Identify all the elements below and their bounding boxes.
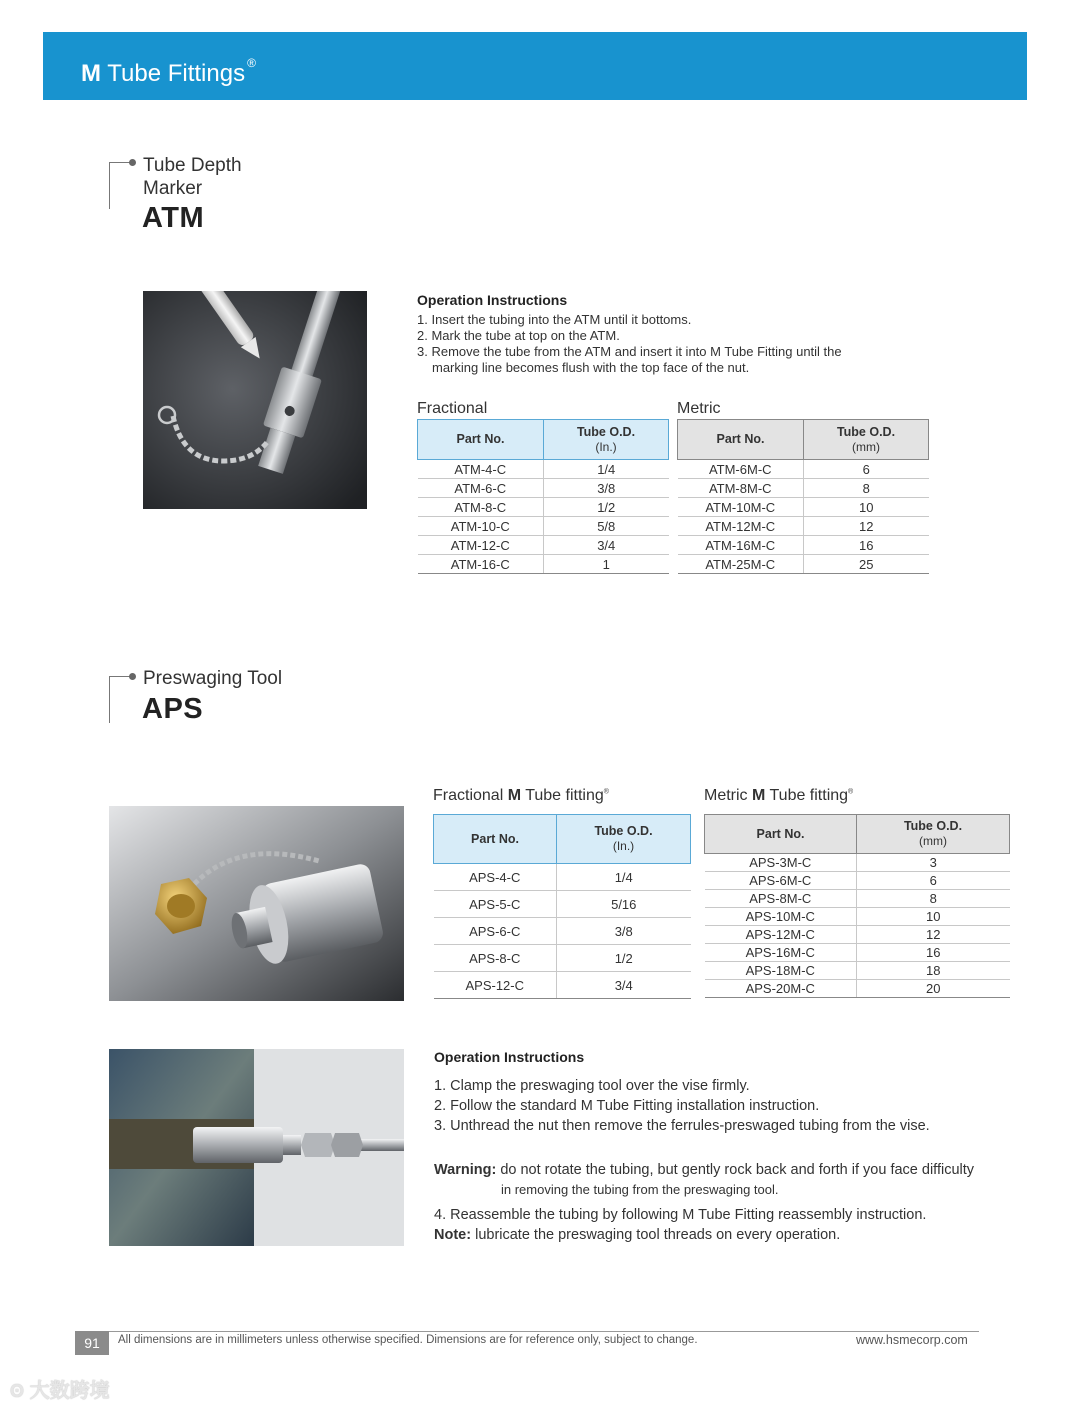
part-number-cell: APS-3M-C: [705, 854, 857, 872]
page-title: M Tube Fittings ®: [81, 56, 256, 87]
tube-od-cell: 3/4: [557, 972, 691, 999]
section-code-aps: APS: [142, 693, 204, 725]
aps-instructions-title: Operation Instructions: [434, 1049, 585, 1065]
warning-label: Warning:: [434, 1162, 497, 1178]
tube-od-cell: 8: [804, 479, 929, 498]
part-number-cell: ATM-8-C: [418, 498, 544, 517]
part-number-cell: ATM-12M-C: [678, 517, 804, 536]
page-number: 91: [75, 1331, 109, 1355]
column-header-tube-od: Tube O.D. (In.): [557, 815, 691, 864]
table-row: [418, 555, 669, 574]
part-number-cell: ATM-4-C: [418, 460, 544, 479]
footer-disclaimer: All dimensions are in millimeters unless otherwise specified. Dimensions are for reference only, subject to change.: [118, 1334, 698, 1346]
aps-fractional-table: [433, 814, 691, 999]
part-number-cell: APS-4-C: [434, 864, 557, 891]
column-header-part-no: Part No.: [418, 420, 544, 460]
part-number-cell: APS-10M-C: [705, 908, 857, 926]
tube-od-cell: 12: [857, 926, 1010, 944]
note-text: lubricate the preswaging tool threads on every operation.: [471, 1227, 841, 1243]
part-number-cell: ATM-10M-C: [678, 498, 804, 517]
tube-od-cell: 1/2: [557, 945, 691, 972]
table-row: [434, 864, 691, 891]
part-number-cell: APS-12-C: [434, 972, 557, 999]
tube-od-cell: 5/8: [544, 517, 669, 536]
tube-od-cell: 10: [804, 498, 929, 517]
tube-od-cell: 3/8: [557, 918, 691, 945]
aps-warning: [434, 1160, 1014, 1200]
aps-vise-photo: [109, 1049, 404, 1246]
section-code-atm: ATM: [142, 202, 205, 234]
tube-od-cell: 12: [804, 517, 929, 536]
table-row: [678, 517, 929, 536]
table-row: [705, 944, 1010, 962]
table-row: [418, 517, 669, 536]
table-row: [434, 972, 691, 999]
tube-od-cell: 16: [857, 944, 1010, 962]
part-number-cell: APS-5-C: [434, 891, 557, 918]
tube-od-cell: 1/4: [544, 460, 669, 479]
tube-od-cell: 3/8: [544, 479, 669, 498]
instruction-step: 1. Clamp the preswaging tool over the vise firmly.: [434, 1078, 750, 1094]
aps-fractional-caption: Fractional M Tube fitting®: [433, 787, 609, 804]
tube-od-cell: 1: [544, 555, 669, 574]
atm-metric-table: [677, 419, 929, 574]
table-row: [678, 555, 929, 574]
table-row: [678, 460, 929, 479]
part-number-cell: APS-6M-C: [705, 872, 857, 890]
section-bracket: [109, 162, 132, 209]
warning-text-continued: in removing the tubing from the preswaging tool.: [501, 1182, 779, 1197]
instruction-step: 1. Insert the tubing into the ATM until it bottoms.: [417, 312, 692, 327]
part-number-cell: APS-16M-C: [705, 944, 857, 962]
section-label-aps: Preswaging Tool: [143, 668, 283, 689]
aps-reassembly: [434, 1205, 1014, 1245]
tube-od-cell: 6: [857, 872, 1010, 890]
table-row: [705, 962, 1010, 980]
column-header-part-no: Part No.: [678, 420, 804, 460]
part-number-cell: APS-20M-C: [705, 980, 857, 998]
tube-od-cell: 25: [804, 555, 929, 574]
part-number-cell: APS-12M-C: [705, 926, 857, 944]
column-header-part-no: Part No.: [434, 815, 557, 864]
instruction-step: marking line becomes flush with the top face of the nut.: [432, 360, 750, 375]
table-row: [434, 918, 691, 945]
bullet-dot: [129, 673, 136, 680]
part-number-cell: ATM-10-C: [418, 517, 544, 536]
table-row: [418, 479, 669, 498]
instruction-step: 2. Follow the standard M Tube Fitting installation instruction.: [434, 1098, 820, 1114]
instruction-step: 3. Remove the tube from the ATM and insert it into M Tube Fitting until the: [417, 344, 842, 359]
part-number-cell: ATM-16-C: [418, 555, 544, 574]
part-number-cell: ATM-6-C: [418, 479, 544, 498]
tube-od-cell: 5/16: [557, 891, 691, 918]
part-number-cell: ATM-25M-C: [678, 555, 804, 574]
aps-instructions-list: [434, 1076, 994, 1136]
atm-fractional-caption: Fractional: [417, 400, 488, 417]
section-label-atm: Tube Depth Marker: [143, 155, 242, 199]
tube-od-cell: 3/4: [544, 536, 669, 555]
column-header-tube-od: Tube O.D. (mm): [804, 420, 929, 460]
aps-metric-caption: Metric M Tube fitting®: [704, 787, 854, 804]
atm-instructions-list: [417, 312, 887, 376]
footer-url: www.hsmecorp.com: [856, 1333, 968, 1347]
table-row: [418, 498, 669, 517]
part-number-cell: APS-6-C: [434, 918, 557, 945]
part-number-cell: ATM-12-C: [418, 536, 544, 555]
atm-instructions-title: Operation Instructions: [417, 292, 568, 308]
tube-od-cell: 1/4: [557, 864, 691, 891]
tube-od-cell: 20: [857, 980, 1010, 998]
part-number-cell: ATM-6M-C: [678, 460, 804, 479]
page-header-band: [43, 32, 1027, 100]
table-row: [705, 872, 1010, 890]
tube-od-cell: 16: [804, 536, 929, 555]
footer-rule: [109, 1331, 979, 1332]
table-row: [705, 890, 1010, 908]
instruction-step: 4. Reassemble the tubing by following M Tube Fitting reassembly instruction.: [434, 1207, 927, 1223]
part-number-cell: APS-18M-C: [705, 962, 857, 980]
table-row: [705, 980, 1010, 998]
tube-od-cell: 6: [804, 460, 929, 479]
table-row: [418, 536, 669, 555]
table-row: [705, 908, 1010, 926]
atm-metric-caption: Metric: [677, 400, 721, 417]
table-row: [434, 891, 691, 918]
tube-od-cell: 18: [857, 962, 1010, 980]
tube-od-cell: 8: [857, 890, 1010, 908]
note-label: Note:: [434, 1227, 472, 1243]
column-header-part-no: Part No.: [705, 815, 857, 854]
column-header-tube-od: Tube O.D. (mm): [857, 815, 1010, 854]
bullet-dot: [129, 159, 136, 166]
tube-od-cell: 1/2: [544, 498, 669, 517]
atm-fractional-table: [417, 419, 669, 574]
table-row: [705, 926, 1010, 944]
part-number-cell: ATM-8M-C: [678, 479, 804, 498]
table-row: [678, 536, 929, 555]
column-header-tube-od: Tube O.D. (In.): [544, 420, 669, 460]
table-row: [678, 479, 929, 498]
table-row: [705, 854, 1010, 872]
table-row: [418, 460, 669, 479]
aps-metric-table: [704, 814, 1010, 998]
part-number-cell: APS-8-C: [434, 945, 557, 972]
part-number-cell: APS-8M-C: [705, 890, 857, 908]
table-row: [434, 945, 691, 972]
section-bracket: [109, 676, 132, 723]
table-row: [678, 498, 929, 517]
instruction-step: 3. Unthread the nut then remove the ferrules-preswaged tubing from the vise.: [434, 1118, 930, 1134]
instruction-step: 2. Mark the tube at top on the ATM.: [417, 328, 620, 343]
tube-od-cell: 10: [857, 908, 1010, 926]
watermark-logo: ʘ 大数跨境: [10, 1380, 110, 1402]
atm-product-photo: [143, 291, 367, 509]
tube-od-cell: 3: [857, 854, 1010, 872]
warning-text: do not rotate the tubing, but gently rock back and forth if you face difficulty: [496, 1162, 975, 1178]
aps-product-photo: [109, 806, 404, 1001]
part-number-cell: ATM-16M-C: [678, 536, 804, 555]
